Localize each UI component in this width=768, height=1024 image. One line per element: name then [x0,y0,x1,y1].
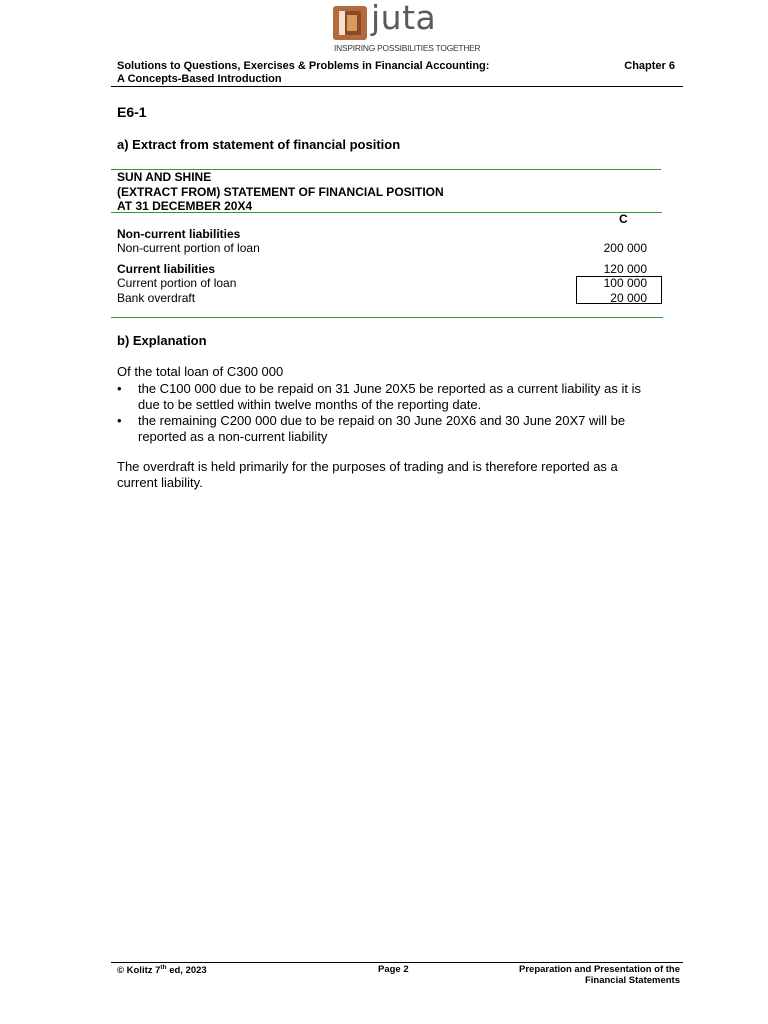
current-items-box [576,276,662,304]
statement-header-rule [111,212,662,213]
part-a-heading: a) Extract from statement of financial position [117,137,401,152]
book-title [117,60,489,86]
statement-date: AT 31 DECEMBER 20X4 [117,199,253,213]
bullet-text: the remaining C200 000 due to be repaid on 30 June 20X6 and 30 June 20X7 will be reported as a non-current liability [138,413,626,444]
bullet-text: the C100 000 due to be repaid on 31 June 20X5 be reported as a current liability as it is due to be settled within twelve months of the reporting date. [138,381,641,412]
edition-superscript: th [160,964,167,971]
line-item-amount: 20 000 [610,291,647,305]
current-total-amount: 120 000 [603,262,647,276]
statement-name: (EXTRACT FROM) STATEMENT OF FINANCIAL POSITION [117,184,444,199]
table-row [117,291,647,306]
copyright-suffix: ed, 2023 [166,965,207,976]
explanation-intro: Of the total loan of C300 000 [117,364,284,379]
bullet-icon: • [117,381,122,396]
footer-divider [111,962,683,963]
entity-name: SUN AND SHINE [117,170,212,184]
book-title-line1: Solutions to Questions, Exercises & Problems in Financial Accounting: [117,60,490,72]
statement-bottom-rule [111,317,663,318]
current-heading: Current liabilities [117,262,216,276]
line-item-amount: 100 000 [603,276,647,290]
currency-column-header: C [619,212,628,226]
exercise-id: E6-1 [117,104,147,120]
line-item-label: Bank overdraft [117,291,196,305]
logo-tagline: INSPIRING POSSIBILITIES TOGETHER [334,43,481,53]
current-heading-row [117,262,647,277]
explanation-closing: The overdraft is held primarily for the purposes of trading and is therefore reported as a current liability. [117,459,618,490]
non-current-heading: Non-current liabilities [117,227,241,241]
footer-copyright [117,964,207,976]
juta-logo-mark-icon [333,6,367,40]
book-title-line2: A Concepts-Based Introduction [117,73,282,85]
header-divider [111,86,683,87]
line-item-amount: 200 000 [603,241,647,255]
table-row [117,276,647,291]
section-title-line1: Preparation and Presentation of the [519,964,680,975]
line-item-label: Non-current portion of loan [117,241,260,255]
chapter-label: Chapter 6 [624,60,675,72]
statement-heading [117,170,444,214]
line-item-label: Current portion of loan [117,276,237,290]
footer-section-title [519,964,680,986]
page-number: Page 2 [378,964,409,975]
logo-wordmark: juta [371,0,437,37]
part-b-heading: b) Explanation [117,333,207,348]
bullet-icon: • [117,413,122,428]
table-row [117,241,647,256]
non-current-heading-row [117,227,647,242]
juta-logo [333,0,481,54]
section-title-line2: Financial Statements [584,975,680,986]
copyright-prefix: © Kolitz 7 [117,965,161,976]
